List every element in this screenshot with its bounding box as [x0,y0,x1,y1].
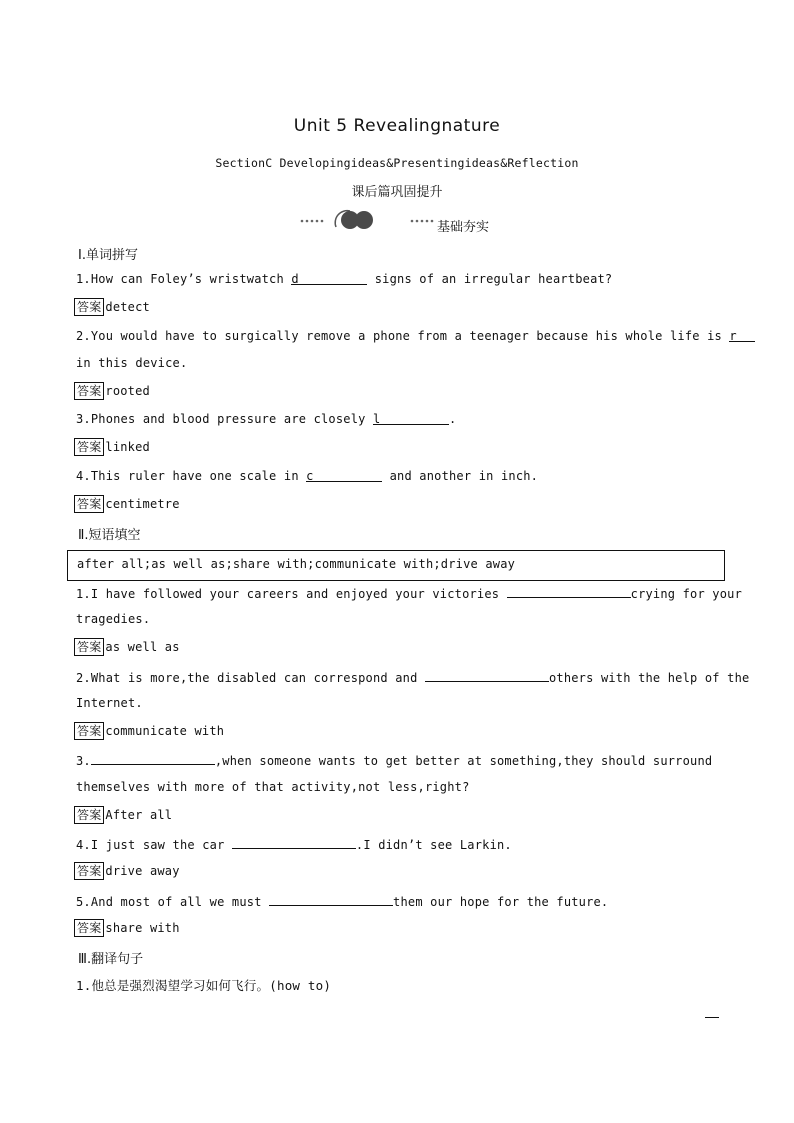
question-3-1: 1.他总是强烈渴望学习如何飞行。(how to) [76,978,332,993]
question-1-2-line2: in this device. [76,356,188,370]
page-subtitle-cn: 课后篇巩固提升 [351,185,443,200]
fill-blank[interactable]: c [306,469,382,482]
answer-label: 答案 [74,495,104,513]
badge-label: 基础夯实 [437,220,490,235]
answer-label: 答案 [74,722,104,740]
page-title: Unit 5 Revealingnature [293,116,501,136]
question-2-3-line2: themselves with more of that activity,not less,right? [76,780,470,794]
badge-ornament-icon [300,205,460,235]
answer-1-1: 答案 detect [74,298,150,316]
word-bank-box [67,550,725,581]
question-1-3: 3.Phones and blood pressure are closely l . [76,412,457,426]
fill-blank[interactable] [507,585,631,598]
question-2-1-line2: tragedies. [76,612,151,626]
question-2-2-line2: Internet. [76,696,143,710]
question-1-4: 4.This ruler have one scale in c and another in inch. [76,469,539,483]
fill-blank[interactable] [269,893,393,906]
answer-2-5: 答案 share with [74,919,180,937]
question-2-2: 2.What is more,the disabled can correspond and others with the help of the [76,671,750,685]
fill-blank[interactable] [91,752,215,765]
question-1-1: 1.How can Foley’s wristwatch d signs of an irregular heartbeat? [76,272,613,286]
word-bank: after all;as well as;share with;communicate with;drive away [77,557,516,571]
answer-1-3: 答案 linked [74,438,150,456]
fill-blank[interactable]: r [729,329,755,342]
question-2-5: 5.And most of all we must them our hope for the future. [76,895,609,909]
answer-2-2: 答案 communicate with [74,722,224,740]
section-heading-1: Ⅰ.单词拼写 [78,248,138,263]
page-mark [705,1017,719,1018]
answer-2-4: 答案 drive away [74,862,180,880]
answer-label: 答案 [74,438,104,456]
answer-label: 答案 [74,919,104,937]
fill-blank[interactable]: d [291,272,367,285]
answer-label: 答案 [74,862,104,880]
answer-1-4: 答案 centimetre [74,495,180,513]
answer-2-1: 答案 as well as [74,638,180,656]
fill-blank[interactable] [232,836,356,849]
section-badge [300,205,460,235]
answer-1-2: 答案 rooted [74,382,150,400]
answer-label: 答案 [74,382,104,400]
answer-label: 答案 [74,638,104,656]
section-heading-3: Ⅲ.翻译句子 [78,952,144,967]
fill-blank[interactable] [425,669,549,682]
page-subtitle: SectionC Developingideas&Presentingideas&Reflection [215,156,579,170]
question-1-2: 2.You would have to surgically remove a phone from a teenager because his whole life is r [76,329,755,343]
question-2-3: 3. ,when someone wants to get better at something,they should surround [76,754,713,768]
answer-label: 答案 [74,298,104,316]
fill-blank[interactable]: l [373,412,449,425]
answer-label: 答案 [74,806,104,824]
question-2-1: 1.I have followed your careers and enjoyed your victories crying for your [76,587,743,601]
answer-2-3: 答案 After all [74,806,172,824]
section-heading-2: Ⅱ.短语填空 [78,528,141,543]
question-2-4: 4.I just saw the car .I didn’t see Larkin. [76,838,512,852]
